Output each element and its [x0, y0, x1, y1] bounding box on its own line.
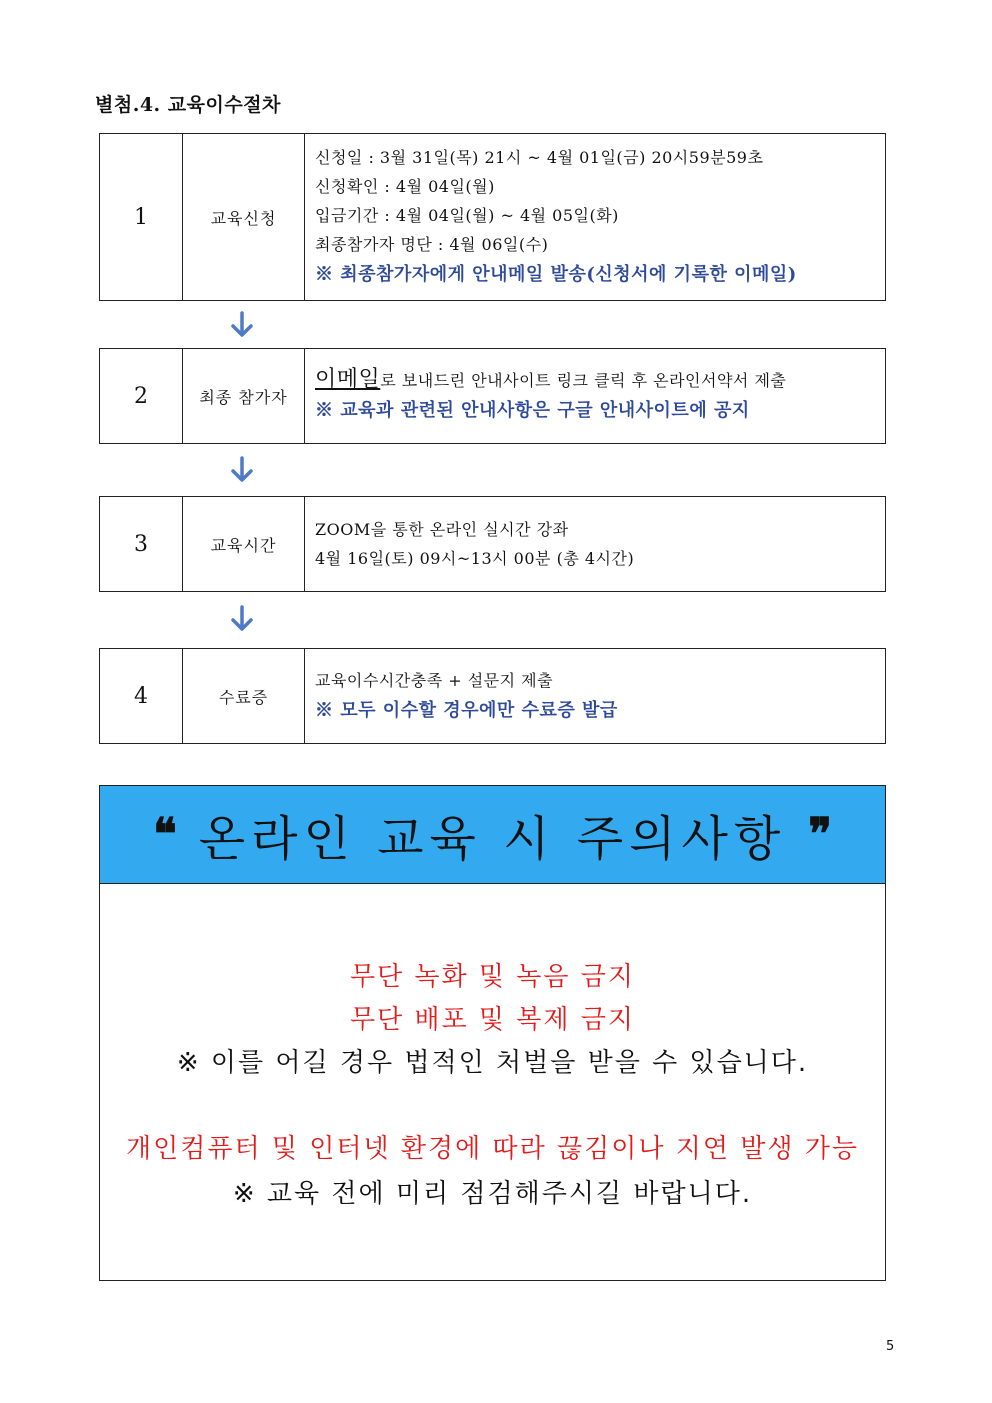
- close-quote-icon: ❞: [808, 809, 832, 860]
- step-line: [315, 365, 875, 395]
- page-heading: 별첨.4. 교육이수절차: [95, 94, 281, 116]
- notice-banner: [100, 786, 885, 884]
- warning-penalty: ※ 이를 어길 경우 법적인 처벌을 받을 수 있습니다.: [176, 1048, 809, 1078]
- step-label: 교육신청: [183, 134, 305, 300]
- step-note: ※ 교육과 관련된 안내사항은 구글 안내사이트에 공지: [315, 400, 750, 421]
- step-content: [305, 497, 885, 591]
- step-line: 신청일 : 3월 31일(목) 21시 ~ 4월 01일(금) 20시59분59초: [315, 148, 764, 167]
- step-content: [305, 649, 885, 743]
- notice-title: 온라인 교육 시 주의사항: [198, 811, 787, 867]
- step-4: [99, 648, 886, 744]
- step-content: [305, 349, 885, 443]
- email-emphasis: 이메일: [315, 367, 381, 392]
- step-3: [99, 496, 886, 592]
- step-number: 4: [100, 649, 183, 743]
- warning-check: ※ 교육 전에 미리 점검해주시길 바랍니다.: [232, 1179, 753, 1209]
- step-label: 최종 참가자: [183, 349, 305, 443]
- step-line: 입금기간 : 4월 04일(월) ~ 4월 05일(화): [315, 206, 619, 225]
- step-number: 1: [100, 134, 183, 300]
- warning-distribution: 무단 배포 및 복제 금지: [349, 1005, 636, 1035]
- step-line: 교육이수시간충족 + 설문지 제출: [315, 670, 554, 690]
- step-2: [99, 348, 886, 444]
- step-number: 3: [100, 497, 183, 591]
- notice-box: [99, 785, 886, 1281]
- step-line: 최종참가자 명단 : 4월 06일(수): [315, 235, 549, 254]
- step-label: 교육시간: [183, 497, 305, 591]
- step-line: 신청확인 : 4월 04일(월): [315, 177, 495, 196]
- arrow-down-icon: [227, 310, 257, 340]
- step-number: 2: [100, 349, 183, 443]
- step-content: [305, 134, 885, 300]
- warning-connection: 개인컴퓨터 및 인터넷 환경에 따라 끊김이나 지연 발생 가능: [126, 1134, 859, 1164]
- step-1: [99, 133, 886, 301]
- step-note: ※ 모두 이수할 경우에만 수료증 발급: [315, 699, 618, 721]
- open-quote-icon: ❝: [153, 809, 177, 860]
- step-note: ※ 최종참가자에게 안내메일 발송(신청서에 기록한 이메일): [315, 264, 797, 285]
- arrow-down-icon: [227, 455, 257, 485]
- step-line: ZOOM을 통한 온라인 실시간 강좌: [315, 520, 569, 539]
- step-label: 수료증: [183, 649, 305, 743]
- step-line-rest: 로 보내드린 안내사이트 링크 클릭 후 온라인서약서 제출: [380, 371, 787, 390]
- warning-recording: 무단 녹화 및 녹음 금지: [349, 962, 636, 992]
- arrow-down-icon: [227, 604, 257, 634]
- step-line: 4월 16일(토) 09시~13시 00분 (총 4시간): [315, 549, 635, 568]
- page-number: 5: [886, 1339, 895, 1354]
